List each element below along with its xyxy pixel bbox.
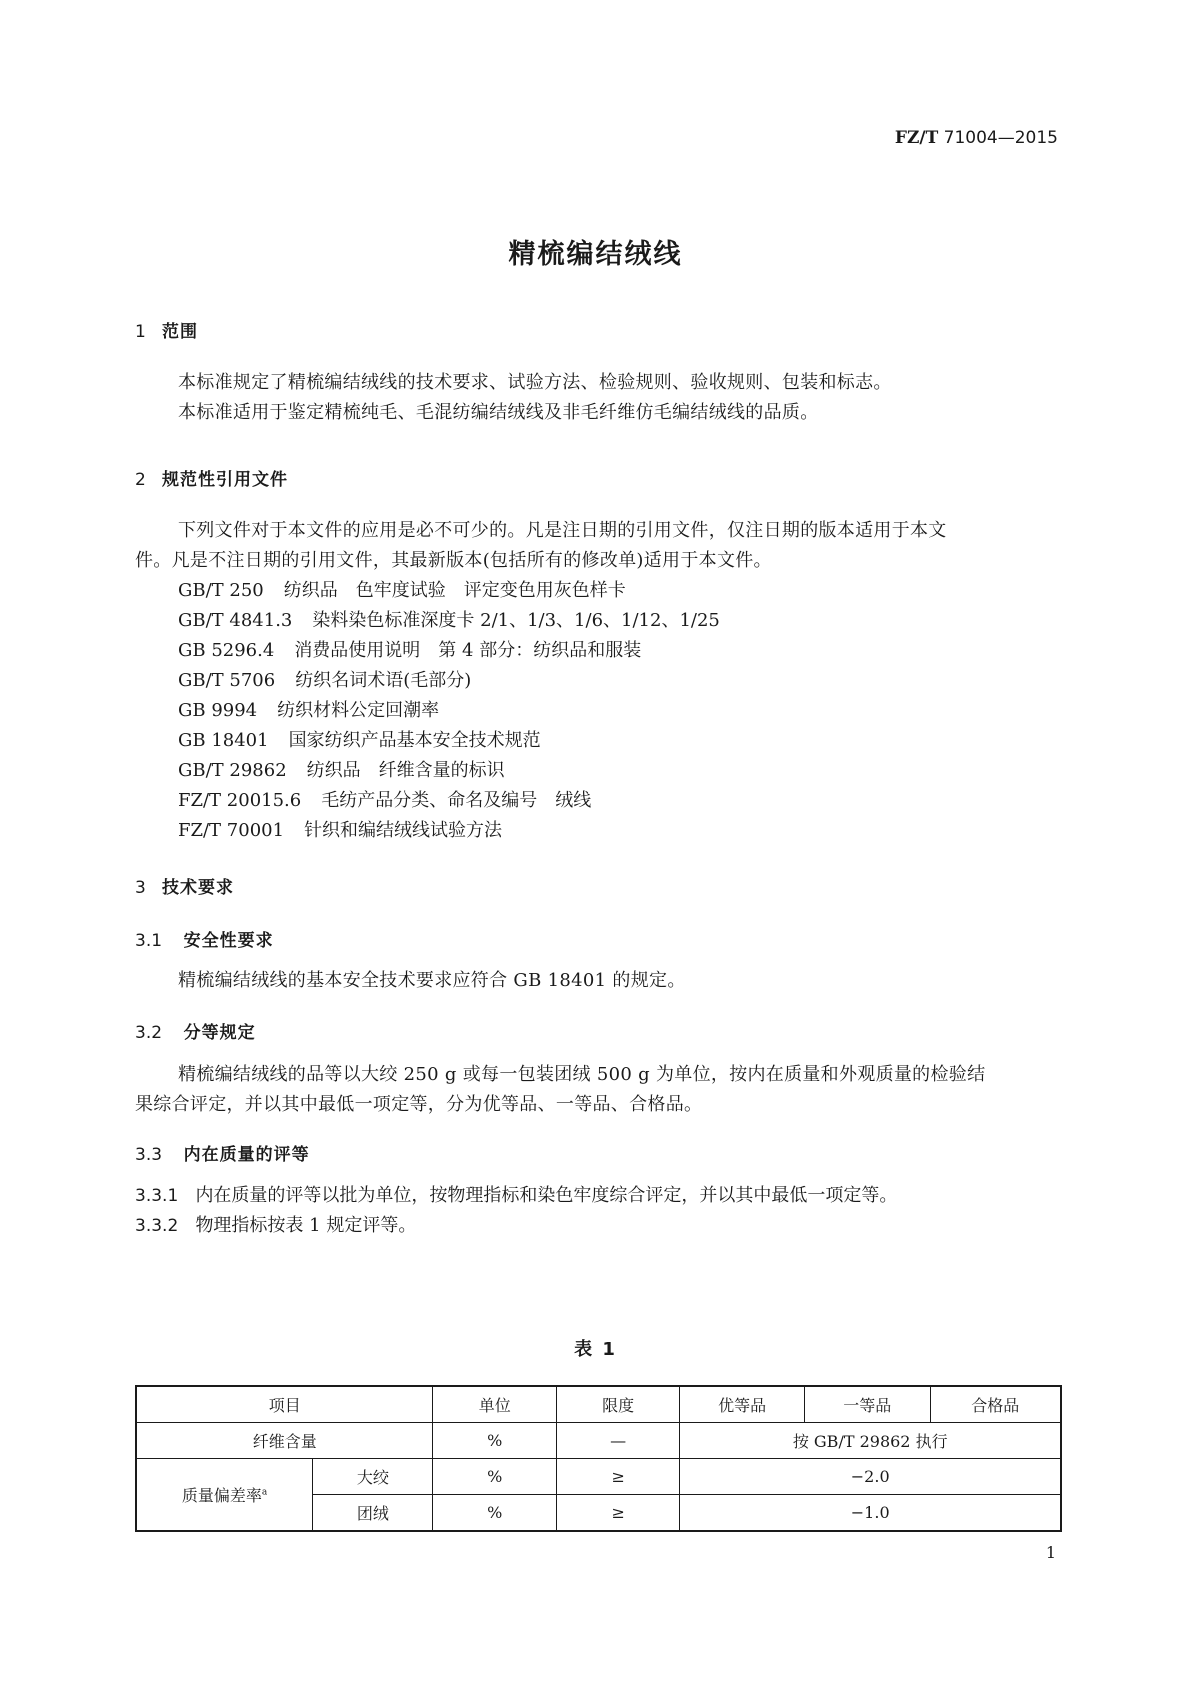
standard-code-number: 71004—2015 bbox=[943, 128, 1058, 148]
paragraph: 精梳编结绒线的基本安全技术要求应符合 GB 18401 的规定。 bbox=[178, 970, 686, 991]
quality-table bbox=[135, 1385, 1062, 1532]
clause-number: 3.3.1 bbox=[135, 1186, 179, 1206]
header-item: 项目 bbox=[136, 1386, 433, 1423]
section-title: 分等规定 bbox=[183, 1023, 256, 1043]
section-3-2-heading bbox=[135, 1018, 256, 1043]
reference-item bbox=[178, 606, 720, 632]
reference-code: GB 9994 bbox=[178, 700, 258, 721]
clause-3-3-1 bbox=[135, 1181, 897, 1207]
row-item-mass-deviation bbox=[136, 1459, 313, 1532]
section-title: 范围 bbox=[162, 322, 199, 342]
header-grade-superior: 优等品 bbox=[680, 1386, 805, 1423]
reference-title: 纺织材料公定回潮率 bbox=[277, 700, 440, 721]
reference-title: 针织和编结绒线试验方法 bbox=[304, 820, 503, 841]
section-3-3-heading bbox=[135, 1140, 310, 1165]
clause-text: 物理指标按表 1 规定评等。 bbox=[195, 1215, 417, 1236]
reference-item bbox=[178, 726, 541, 752]
table-row bbox=[136, 1459, 1061, 1495]
header-unit: 单位 bbox=[433, 1386, 556, 1423]
row-item: 纤维含量 bbox=[136, 1423, 433, 1459]
reference-title: 毛纺产品分类、命名及编号 绒线 bbox=[321, 790, 592, 811]
reference-item bbox=[178, 576, 626, 602]
row-subitem: 大绞 bbox=[313, 1459, 433, 1495]
reference-code: GB/T 4841.3 bbox=[178, 610, 293, 631]
paragraph: 精梳编结绒线的品等以大绞 250 g 或每一包装团绒 500 g 为单位，按内在质量和外观质量的检验结 bbox=[178, 1064, 986, 1085]
reference-title: 国家纺织产品基本安全技术规范 bbox=[288, 730, 541, 751]
reference-code: GB/T 5706 bbox=[178, 670, 276, 691]
section-title: 技术要求 bbox=[162, 878, 235, 898]
reference-code: GB 5296.4 bbox=[178, 640, 275, 661]
section-title: 安全性要求 bbox=[183, 931, 274, 951]
reference-code: GB/T 250 bbox=[178, 580, 264, 601]
row-unit: % bbox=[433, 1459, 556, 1495]
table-row bbox=[136, 1423, 1061, 1459]
reference-item bbox=[178, 666, 471, 692]
row-limit: ≥ bbox=[556, 1495, 679, 1532]
reference-item bbox=[178, 786, 591, 812]
row-unit: % bbox=[433, 1423, 556, 1459]
paragraph: 本标准规定了精梳编结绒线的技术要求、试验方法、检验规则、验收规则、包装和标志。 bbox=[178, 372, 892, 393]
table-caption: 表 1 bbox=[574, 1339, 617, 1360]
section-number: 3.3 bbox=[135, 1145, 163, 1165]
section-3-1-heading bbox=[135, 926, 274, 951]
section-number: 3 bbox=[135, 878, 146, 898]
section-3-heading bbox=[135, 873, 234, 898]
row-limit: ≥ bbox=[556, 1459, 679, 1495]
reference-item bbox=[178, 816, 502, 842]
section-2-heading bbox=[135, 465, 288, 490]
paragraph: 果综合评定，并以其中最低一项定等，分为优等品、一等品、合格品。 bbox=[135, 1094, 703, 1115]
row-value: −2.0 bbox=[680, 1459, 1061, 1495]
section-title: 规范性引用文件 bbox=[162, 470, 289, 490]
header-grade-first: 一等品 bbox=[804, 1386, 930, 1423]
reference-title: 纺织名词术语(毛部分) bbox=[295, 670, 472, 691]
header-grade-qualified: 合格品 bbox=[930, 1386, 1061, 1423]
standard-code-prefix: FZ/T bbox=[894, 128, 939, 148]
paragraph: 下列文件对于本文件的应用是必不可少的。凡是注日期的引用文件，仅注日期的版本适用于本文 bbox=[178, 520, 947, 541]
clause-3-3-2 bbox=[135, 1211, 416, 1237]
reference-item bbox=[178, 636, 641, 662]
section-number: 3.2 bbox=[135, 1023, 163, 1043]
reference-title: 消费品使用说明 第 4 部分：纺织品和服装 bbox=[294, 640, 642, 661]
paragraph: 件。凡是不注日期的引用文件，其最新版本(包括所有的修改单)适用于本文件。 bbox=[135, 550, 772, 571]
section-number: 3.1 bbox=[135, 931, 163, 951]
reference-item bbox=[178, 756, 505, 782]
row-unit: % bbox=[433, 1495, 556, 1532]
row-value: 按 GB/T 29862 执行 bbox=[680, 1423, 1061, 1459]
standard-code bbox=[895, 128, 1058, 148]
page-number: 1 bbox=[1045, 1543, 1056, 1562]
reference-title: 纺织品 纤维含量的标识 bbox=[306, 760, 505, 781]
paragraph: 本标准适用于鉴定精梳纯毛、毛混纺编结绒线及非毛纤维仿毛编结绒线的品质。 bbox=[178, 402, 819, 423]
document-title: 精梳编结绒线 bbox=[508, 239, 683, 270]
section-1-heading bbox=[135, 317, 198, 342]
clause-text: 内在质量的评等以批为单位，按物理指标和染色牢度综合评定，并以其中最低一项定等。 bbox=[195, 1185, 898, 1206]
reference-code: FZ/T 70001 bbox=[178, 820, 285, 841]
reference-item bbox=[178, 696, 439, 722]
footnote-mark: a bbox=[261, 1487, 268, 1498]
row-subitem: 团绒 bbox=[313, 1495, 433, 1532]
section-number: 2 bbox=[135, 470, 146, 490]
row-item-label: 质量偏差率 bbox=[181, 1486, 262, 1505]
section-title: 内在质量的评等 bbox=[183, 1145, 310, 1165]
reference-title: 染料染色标准深度卡 2/1、1/3、1/6、1/12、1/25 bbox=[312, 610, 720, 631]
reference-code: FZ/T 20015.6 bbox=[178, 790, 302, 811]
row-limit: — bbox=[556, 1423, 679, 1459]
clause-number: 3.3.2 bbox=[135, 1216, 179, 1236]
reference-code: GB 18401 bbox=[178, 730, 269, 751]
reference-title: 纺织品 色牢度试验 评定变色用灰色样卡 bbox=[283, 580, 626, 601]
row-value: −1.0 bbox=[680, 1495, 1061, 1532]
header-limit: 限度 bbox=[556, 1386, 679, 1423]
table-header-row bbox=[136, 1386, 1061, 1423]
section-number: 1 bbox=[135, 322, 146, 342]
reference-code: GB/T 29862 bbox=[178, 760, 287, 781]
